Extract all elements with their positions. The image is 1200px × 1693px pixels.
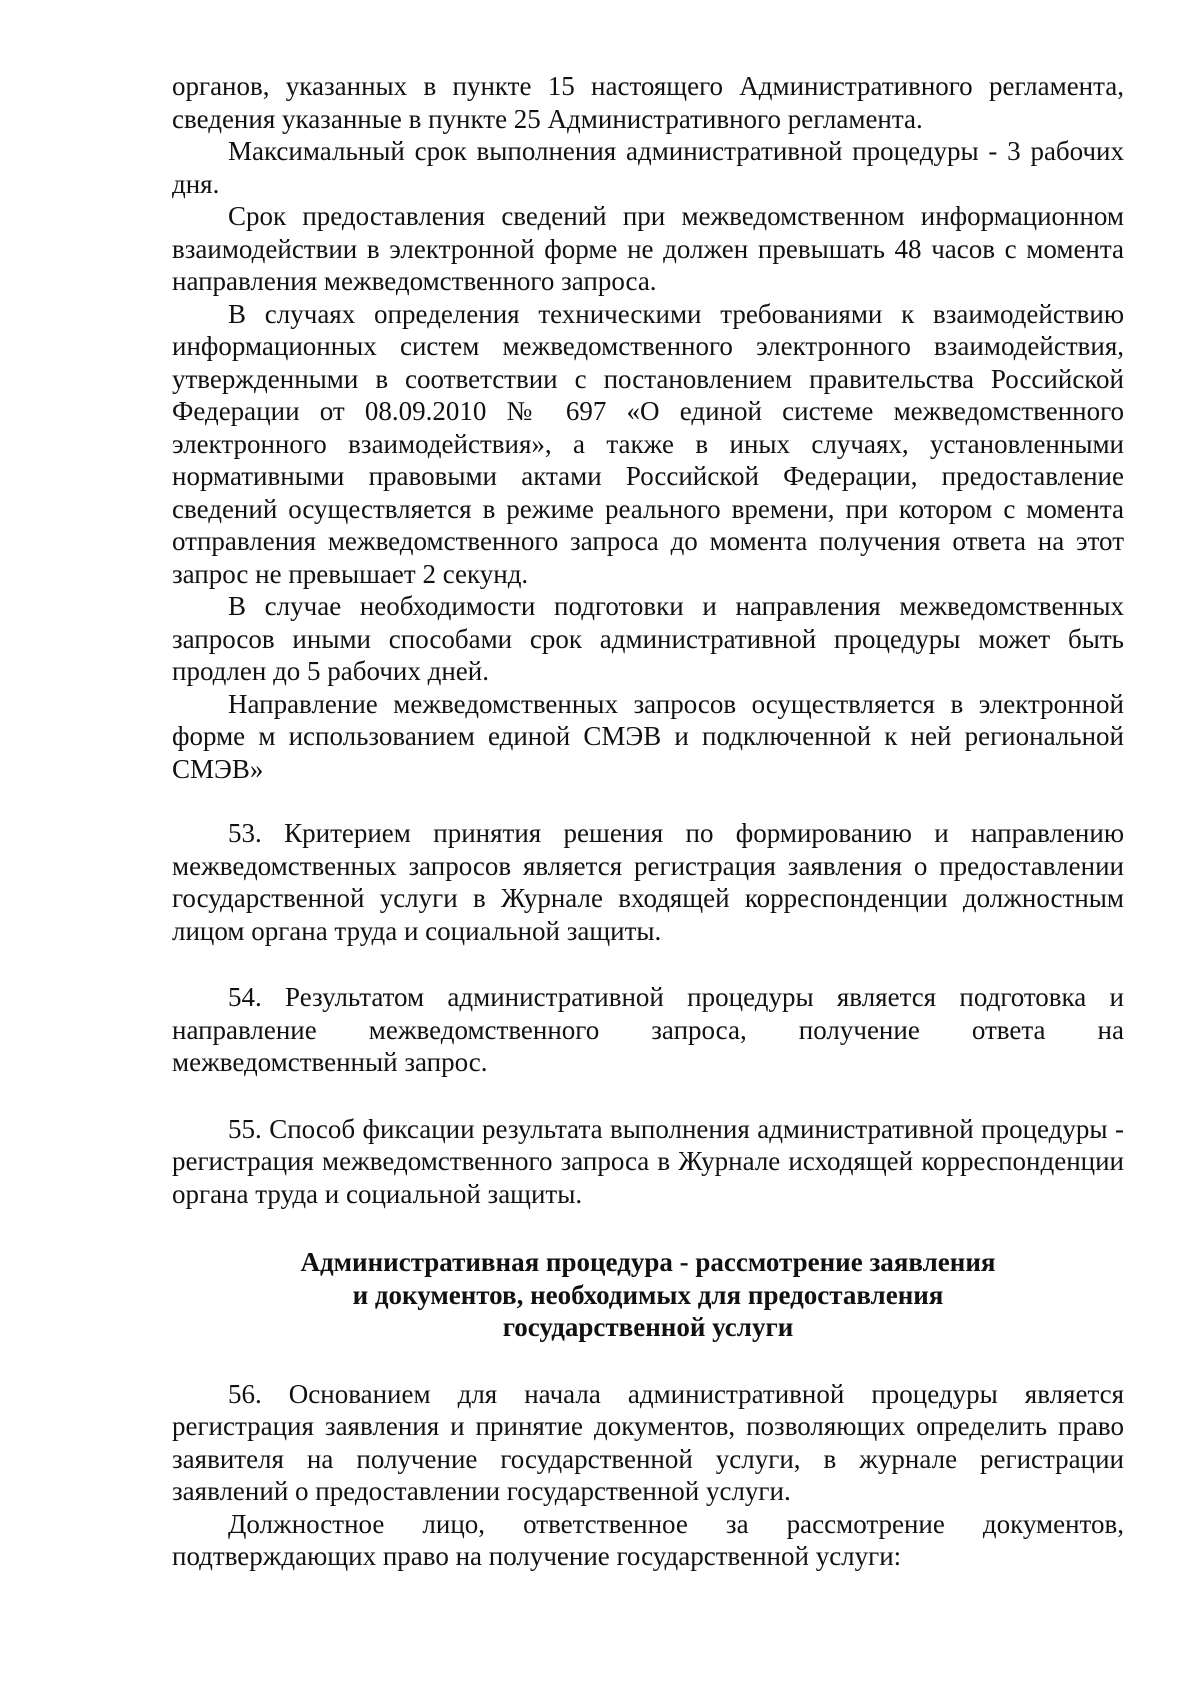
section-heading [172,1246,1124,1344]
paragraph-responsible-official: Должностное лицо, ответственное за рассмотрение документов, подтверждающих право на получение государственной услуги: [172,1508,1124,1571]
section-heading-line-3: государственной услуги [502,1312,794,1342]
paragraph-real-time: В случаях определения техническими требованиями к взаимодействию информационных систем межведомственного электронного взаимодействия, утвержденными в соответствии с постановлением правительства Российской Федерации от 08.09.2010 № 697 «О единой системе межведомственного электронного взаимодействия», а также в иных случаях, установленными нормативными правовыми актами Российской Федерации, предоставление сведений осуществляется в режиме реального времени, при котором с момента отправления межведомственного запроса до момента получения ответа на этот запрос не превышает 2 секунд. [172,298,1124,589]
section-heading-line-2: и документов, необходимых для предоставления [352,1279,944,1310]
item-53: 53. Критерием принятия решения по формированию и направлению межведомственных запросов является регистрация заявления о предоставлении государственной услуги в Журнале входящей корреспонденции должностным лицом органа труда и социальной защиты. [172,818,1124,946]
item-56: 56. Основанием для начала административной процедуры является регистрация заявления и принятие документов, позволяющих определить право заявителя на получение государственной услуги, в журнале регистрации заявлений о предоставлении государственной услуги. [172,1378,1124,1506]
paragraph-max-term: Максимальный срок выполнения административной процедуры - 3 рабочих дня. [172,136,1124,199]
paragraph-continuation: органов, указанных в пункте 15 настоящего Административного регламента, сведения указанные в пункте 25 Административного регламента. [172,71,1124,134]
document-page [172,70,1124,1573]
paragraph-response-term: Срок предоставления сведений при межведомственном информационном взаимодействии в электронной форме не должен превышать 48 часов с момента направления межведомственного запроса. [172,201,1124,296]
item-55: 55. Способ фиксации результата выполнения административной процедуры - регистрация межведомственного запроса в Журнале исходящей корреспонденции органа труда и социальной защиты. [172,1113,1124,1209]
section-heading-line-1: Административная процедура - рассмотрение заявления [300,1247,996,1277]
paragraph-smev: Направление межведомственных запросов осуществляется в электронной форме м использованием единой СМЭВ и подключенной к ней региональной СМЭВ» [172,688,1124,784]
paragraph-extension: В случае необходимости подготовки и направления межведомственных запросов иными способами срок административной процедуры может быть продлен до 5 рабочих дней. [172,591,1124,686]
item-54: 54. Результатом административной процедуры является подготовка и направление межведомственного запроса, получение ответа на межведомственный запрос. [172,982,1124,1077]
